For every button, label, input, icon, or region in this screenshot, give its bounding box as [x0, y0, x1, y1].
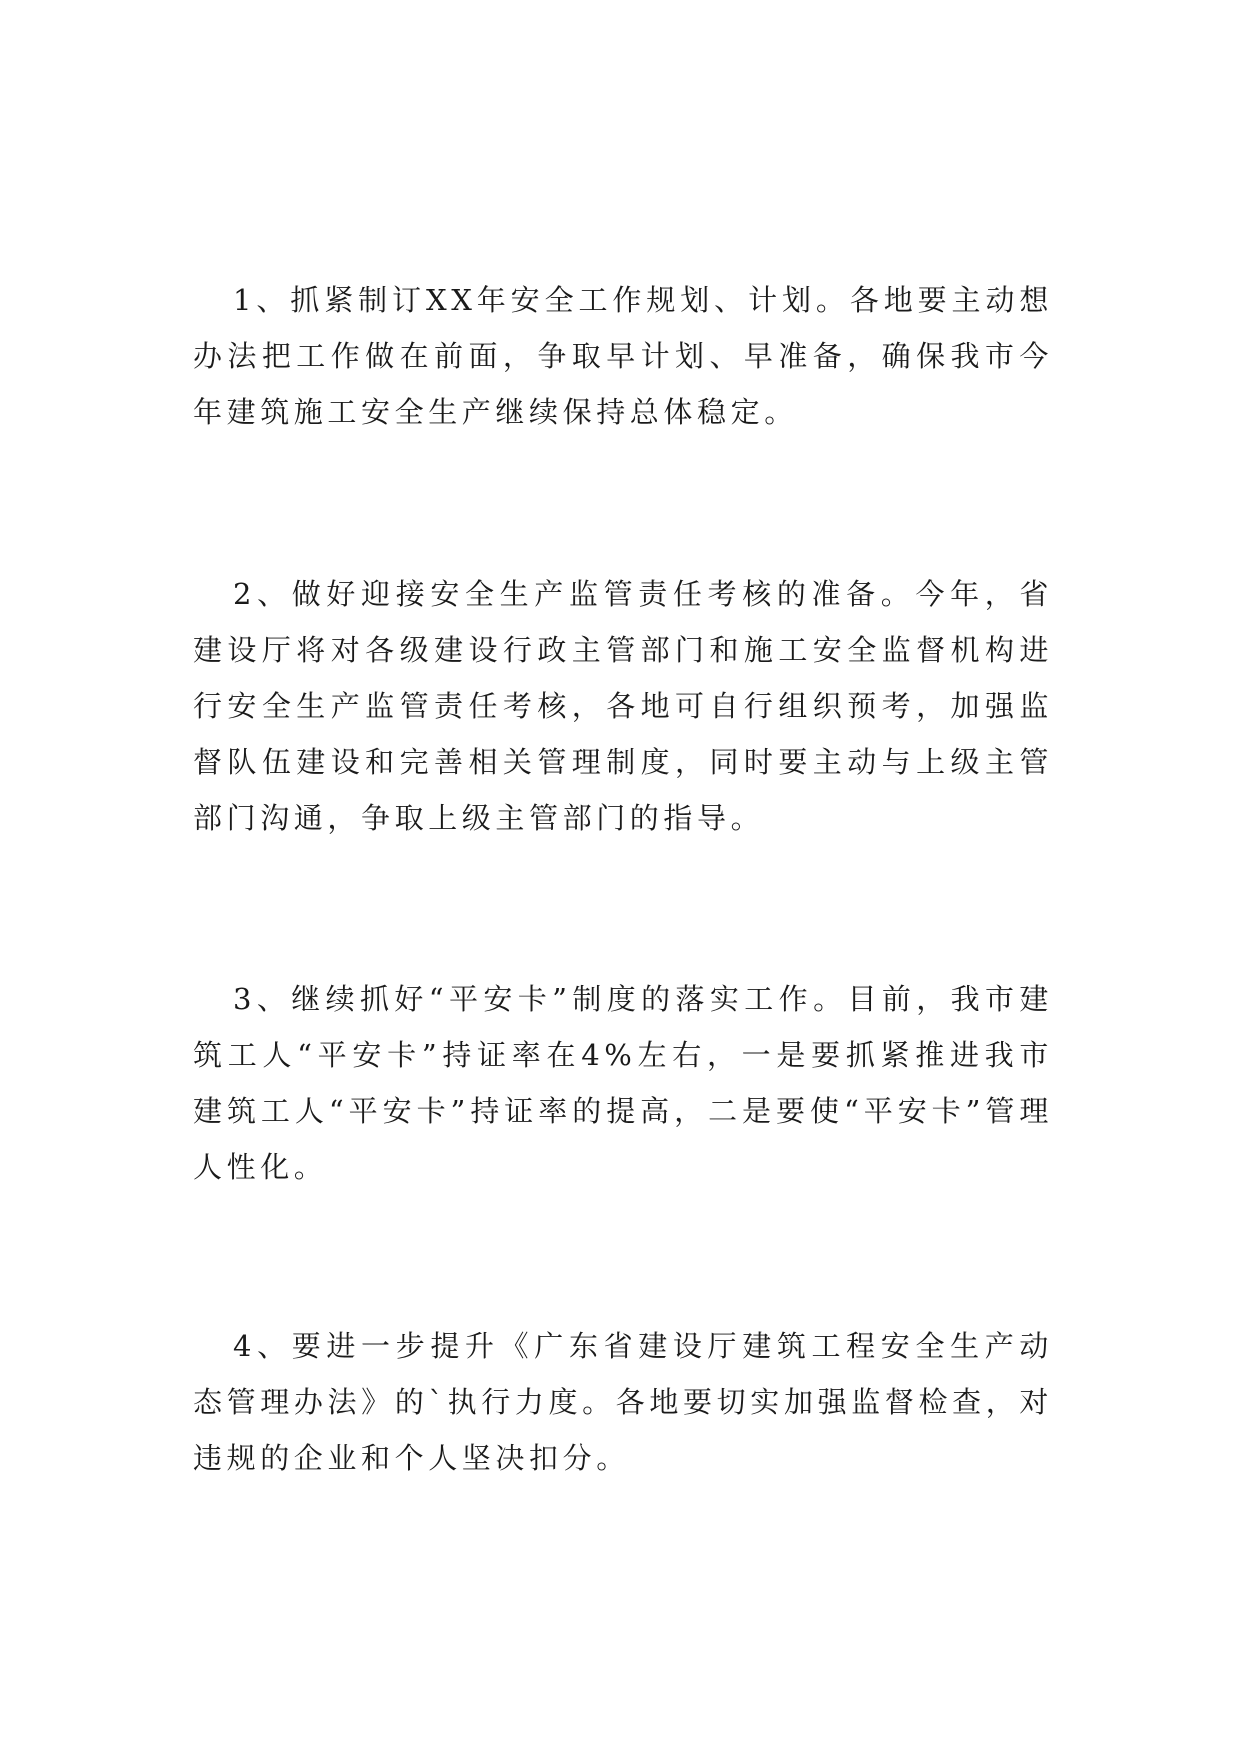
paragraph-3: 3、继续抓好“平安卡”制度的落实工作。目前，我市建筑工人“平安卡”持证率在4%左右，一是要抓紧推进我市建筑工人“平安卡”持证率的提高，二是要使“平安卡”管理人性化。 [193, 982, 1053, 1184]
paragraph-4: 4、要进一步提升《广东省建设厅建筑工程安全生产动态管理办法》的`执行力度。各地要切实加强监督检查，对违规的企业和个人坚决扣分。 [193, 1329, 1053, 1475]
paragraph-2: 2、做好迎接安全生产监管责任考核的准备。今年，省建设厅将对各级建设行政主管部门和施工安全监督机构进行安全生产监管责任考核，各地可自行组织预考，加强监督队伍建设和完善相关管理制度，同时要主动与上级主管部门沟通，争取上级主管部门的指导。 [193, 577, 1053, 835]
paragraph-1: 1、抓紧制订XX年安全工作规划、计划。各地要主动想办法把工作做在前面，争取早计划、早准备，确保我市今年建筑施工安全生产继续保持总体稳定。 [193, 283, 1053, 429]
